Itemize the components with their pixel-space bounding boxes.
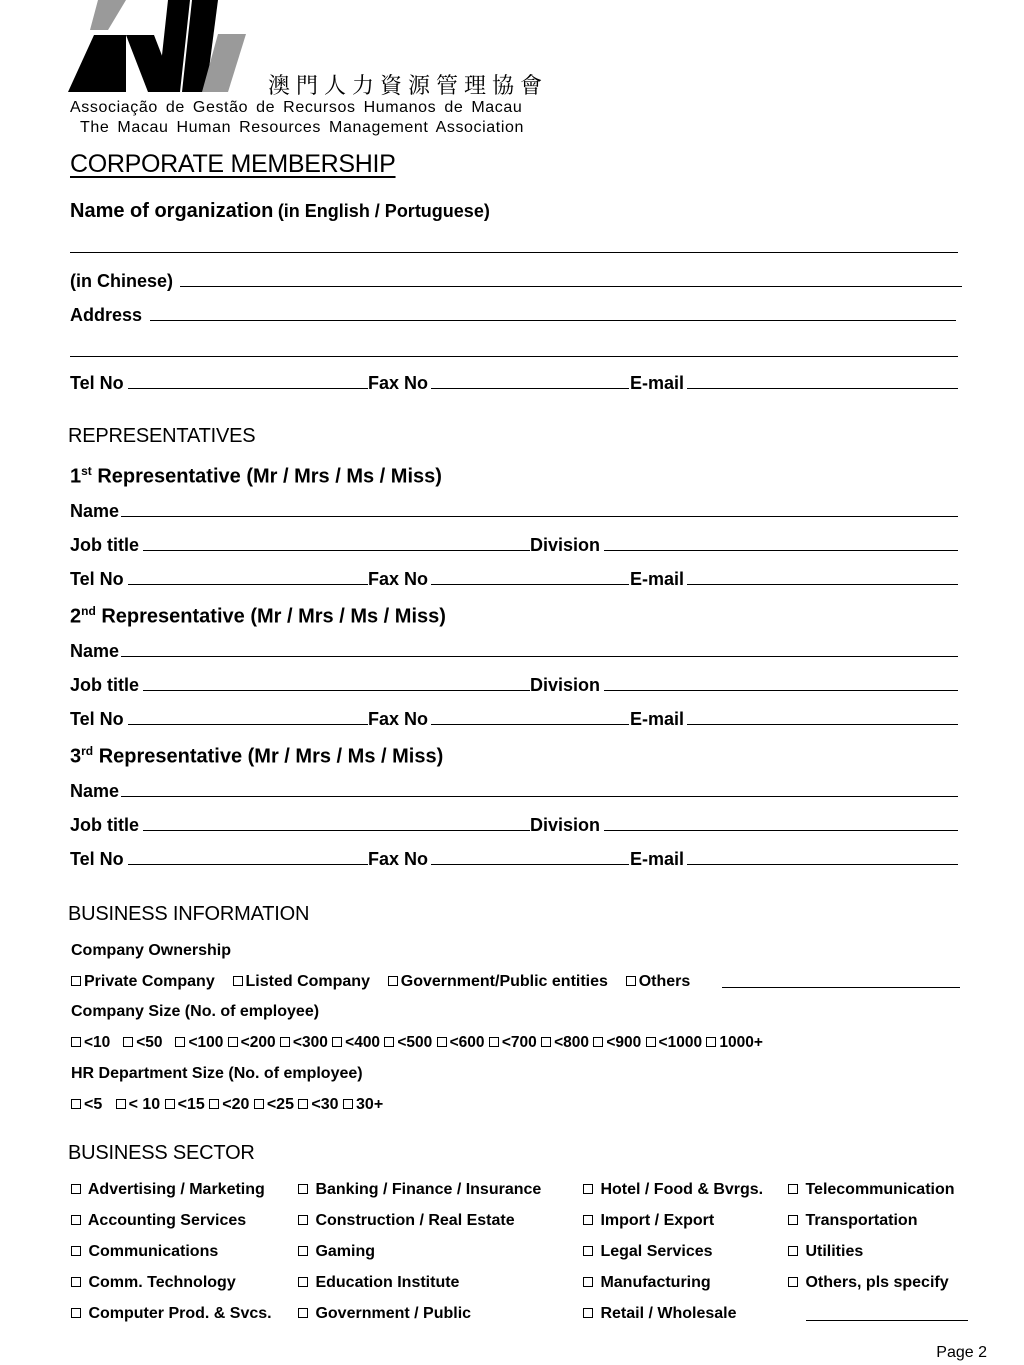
checkbox-icon[interactable] — [646, 1037, 656, 1047]
checkbox-icon[interactable] — [788, 1215, 798, 1225]
hr-size-options — [71, 1096, 383, 1114]
association-name-chinese: 澳門人力資源管理協會 — [268, 74, 549, 99]
checkbox-icon[interactable] — [788, 1184, 798, 1194]
rep2-fax-field[interactable] — [431, 724, 629, 725]
size-option: <10 — [84, 1034, 111, 1051]
sector-label: Communications — [88, 1243, 219, 1260]
rep3-fax-field[interactable] — [431, 864, 629, 865]
rep3-fax-label: Fax No — [368, 849, 429, 869]
sector-others[interactable] — [788, 1274, 949, 1292]
sector-construction[interactable] — [298, 1212, 515, 1230]
rep3-name-field[interactable] — [121, 796, 958, 797]
sector-transportation[interactable] — [788, 1212, 917, 1230]
rep1-fax-field[interactable] — [431, 584, 629, 585]
rep1-ordinal-suffix: st — [81, 464, 92, 478]
rep1-ordinal: 1 — [70, 465, 82, 488]
org-email-field[interactable] — [687, 388, 958, 389]
rep3-ordinal: 3 — [70, 745, 82, 768]
checkbox-icon[interactable] — [583, 1215, 593, 1225]
rep3-job-field[interactable] — [143, 830, 530, 831]
rep2-tel-field[interactable] — [128, 724, 368, 725]
rep1-fax-label: Fax No — [368, 569, 429, 589]
hr-size-option: 30+ — [356, 1096, 384, 1113]
checkbox-icon[interactable] — [233, 976, 243, 986]
sector-advertising[interactable] — [71, 1181, 265, 1199]
checkbox-icon[interactable] — [71, 976, 81, 986]
rep1-tel-field[interactable] — [128, 584, 368, 585]
ownership-others[interactable] — [626, 973, 691, 990]
rep1-email-field[interactable] — [687, 584, 958, 585]
rep2-name-label: Name — [70, 641, 120, 661]
size-option: <800 — [554, 1034, 589, 1051]
page-number: Page 2 — [936, 1344, 987, 1361]
address-label: Address — [70, 305, 143, 325]
rep1-email-label: E-mail — [630, 569, 685, 589]
size-option: <1000 — [658, 1034, 703, 1051]
rep1-job-label: Job title — [70, 535, 140, 555]
ownership-private-label: Private Company — [84, 973, 215, 990]
sector-label: Utilities — [805, 1243, 864, 1260]
hr-size-option: <25 — [266, 1096, 294, 1113]
sector-label: Telecommunication — [805, 1181, 955, 1198]
org-fax-field[interactable] — [431, 388, 629, 389]
org-chinese-field[interactable] — [180, 286, 962, 287]
sector-label: Retail / Wholesale — [600, 1305, 737, 1322]
checkbox-icon[interactable] — [788, 1246, 798, 1256]
representatives-heading: REPRESENTATIVES — [68, 425, 256, 447]
rep3-ordinal-suffix: rd — [81, 744, 94, 758]
rep2-email-field[interactable] — [687, 724, 958, 725]
sector-label: Banking / Finance / Insurance — [315, 1181, 542, 1198]
sector-others-field[interactable] — [806, 1320, 968, 1321]
org-name-row — [70, 200, 490, 223]
rep2-ordinal-suffix: nd — [81, 604, 96, 618]
checkbox-icon[interactable] — [583, 1308, 593, 1318]
org-tel-label: Tel No — [70, 373, 124, 393]
ownership-others-label: Others — [638, 973, 691, 990]
rep2-heading — [70, 604, 446, 629]
hr-size-option: < 10 — [128, 1096, 161, 1113]
org-chinese-label: (in Chinese) — [70, 271, 174, 291]
ownership-government-label: Government/Public entities — [400, 973, 608, 990]
checkbox-icon[interactable] — [298, 1308, 308, 1318]
checkbox-icon[interactable] — [788, 1277, 798, 1287]
sector-label: Computer Prod. & Svcs. — [88, 1305, 272, 1322]
address-field-line2[interactable] — [70, 356, 958, 357]
sector-label: Others, pls specify — [805, 1274, 949, 1291]
checkbox-icon[interactable] — [298, 1184, 308, 1194]
checkbox-icon[interactable] — [71, 1099, 81, 1109]
ownership-others-field[interactable] — [722, 987, 960, 988]
hr-size-option: <5 — [84, 1096, 103, 1113]
rep2-job-field[interactable] — [143, 690, 530, 691]
sector-utilities[interactable] — [788, 1243, 863, 1261]
rep2-tel-label: Tel No — [70, 709, 124, 729]
sector-legal[interactable] — [583, 1243, 713, 1261]
org-tel-field[interactable] — [128, 388, 368, 389]
ownership-options — [71, 973, 690, 991]
size-option: 1000+ — [719, 1034, 763, 1051]
rep1-job-field[interactable] — [143, 550, 530, 551]
size-option: <900 — [606, 1034, 642, 1051]
rep3-division-field[interactable] — [604, 830, 958, 831]
rep1-name-field[interactable] — [121, 516, 958, 517]
association-name-english: The Macau Human Resources Management Association — [80, 119, 525, 136]
rep3-tel-field[interactable] — [128, 864, 368, 865]
association-name-portuguese: Associação de Gestão de Recursos Humanos de Macau — [70, 99, 523, 116]
page-title: CORPORATE MEMBERSHIP — [70, 150, 396, 178]
company-size-label: Company Size (No. of employee) — [71, 1003, 320, 1020]
checkbox-icon[interactable] — [280, 1037, 290, 1047]
checkbox-icon[interactable] — [332, 1037, 342, 1047]
sector-education[interactable] — [298, 1274, 459, 1292]
rep3-heading — [70, 744, 443, 769]
rep2-name-field[interactable] — [121, 656, 958, 657]
sector-label: Legal Services — [600, 1243, 713, 1260]
checkbox-icon[interactable] — [71, 1215, 81, 1225]
sector-label: Accounting Services — [87, 1212, 247, 1229]
checkbox-icon[interactable] — [254, 1099, 264, 1109]
size-option: <400 — [345, 1034, 381, 1051]
checkbox-icon[interactable] — [583, 1277, 593, 1287]
sector-label: Hotel / Food & Bvrgs. — [600, 1181, 764, 1198]
hr-size-option: <20 — [222, 1096, 250, 1113]
rep1-heading — [70, 464, 442, 489]
checkbox-icon[interactable] — [384, 1037, 394, 1047]
checkbox-icon[interactable] — [71, 1308, 81, 1318]
rep1-name-label: Name — [70, 501, 120, 521]
company-size-options — [71, 1034, 763, 1052]
rep3-email-label: E-mail — [630, 849, 685, 869]
association-logo — [68, 0, 250, 94]
rep2-job-label: Job title — [70, 675, 140, 695]
sector-computer-products[interactable] — [71, 1305, 272, 1323]
checkbox-icon[interactable] — [583, 1184, 593, 1194]
hr-size-option: <15 — [177, 1096, 205, 1113]
checkbox-icon[interactable] — [71, 1184, 81, 1194]
checkbox-icon[interactable] — [298, 1246, 308, 1256]
sector-banking[interactable] — [298, 1181, 541, 1199]
sector-manufacturing[interactable] — [583, 1274, 711, 1292]
ownership-private[interactable] — [71, 973, 215, 990]
rep3-name-label: Name — [70, 781, 120, 801]
checkbox-icon[interactable] — [71, 1277, 81, 1287]
rep3-division-label: Division — [530, 815, 601, 835]
sector-label: Comm. Technology — [88, 1274, 236, 1291]
address-field[interactable] — [150, 320, 956, 321]
sector-label: Education Institute — [315, 1274, 460, 1291]
business-sector-heading: BUSINESS SECTOR — [68, 1142, 255, 1164]
hr-size-label: HR Department Size (No. of employee) — [71, 1065, 363, 1082]
sector-communications[interactable] — [71, 1243, 218, 1261]
size-option: <600 — [449, 1034, 485, 1051]
checkbox-icon[interactable] — [165, 1099, 175, 1109]
hr-size-option: <30 — [311, 1096, 339, 1113]
rep2-division-field[interactable] — [604, 690, 958, 691]
checkbox-icon[interactable] — [593, 1037, 603, 1047]
checkbox-icon[interactable] — [706, 1037, 716, 1047]
rep2-division-label: Division — [530, 675, 601, 695]
checkbox-icon[interactable] — [123, 1037, 133, 1047]
rep1-division-label: Division — [530, 535, 601, 555]
checkbox-icon[interactable] — [71, 1246, 81, 1256]
sector-accounting[interactable] — [71, 1212, 246, 1230]
rep2-email-label: E-mail — [630, 709, 685, 729]
sector-label: Gaming — [315, 1243, 376, 1260]
sector-label: Advertising / Marketing — [87, 1181, 265, 1198]
sector-import-export[interactable] — [583, 1212, 714, 1230]
business-info-heading: BUSINESS INFORMATION — [68, 903, 310, 925]
sector-comm-technology[interactable] — [71, 1274, 236, 1292]
sector-label: Manufacturing — [600, 1274, 711, 1291]
sector-label: Transportation — [805, 1212, 918, 1229]
rep3-title: Representative (Mr / Mrs / Ms / Miss) — [98, 745, 444, 768]
sector-retail[interactable] — [583, 1305, 737, 1323]
sector-label: Construction / Real Estate — [315, 1212, 515, 1229]
checkbox-icon[interactable] — [298, 1215, 308, 1225]
ownership-government[interactable] — [388, 973, 608, 990]
sector-hotel[interactable] — [583, 1181, 763, 1199]
rep1-title: Representative (Mr / Mrs / Ms / Miss) — [97, 465, 442, 488]
ownership-listed-label: Listed Company — [245, 973, 370, 990]
checkbox-icon[interactable] — [209, 1099, 219, 1109]
checkbox-icon[interactable] — [388, 976, 398, 986]
size-option: <300 — [292, 1034, 328, 1051]
rep3-email-field[interactable] — [687, 864, 958, 865]
size-option: <50 — [136, 1034, 163, 1051]
sector-label: Government / Public — [315, 1305, 472, 1322]
checkbox-icon[interactable] — [298, 1277, 308, 1287]
checkbox-icon[interactable] — [175, 1037, 185, 1047]
ownership-label: Company Ownership — [71, 942, 232, 959]
checkbox-icon[interactable] — [437, 1037, 447, 1047]
size-option: <100 — [188, 1034, 224, 1051]
sector-label: Import / Export — [600, 1212, 715, 1229]
org-name-label: Name of organization — [70, 200, 274, 222]
rep1-division-field[interactable] — [604, 550, 958, 551]
rep3-job-label: Job title — [70, 815, 140, 835]
rep2-fax-label: Fax No — [368, 709, 429, 729]
org-email-label: E-mail — [630, 373, 685, 393]
checkbox-icon[interactable] — [541, 1037, 551, 1047]
size-option: <700 — [501, 1034, 537, 1051]
org-fax-label: Fax No — [368, 373, 429, 393]
rep1-tel-label: Tel No — [70, 569, 124, 589]
checkbox-icon[interactable] — [626, 976, 636, 986]
sector-gaming[interactable] — [298, 1243, 375, 1261]
ownership-listed[interactable] — [233, 973, 370, 990]
size-option: <200 — [240, 1034, 276, 1051]
checkbox-icon[interactable] — [298, 1099, 308, 1109]
checkbox-icon[interactable] — [116, 1099, 126, 1109]
org-name-note: (in English / Portuguese) — [277, 201, 490, 221]
rep2-title: Representative (Mr / Mrs / Ms / Miss) — [101, 605, 446, 628]
checkbox-icon[interactable] — [583, 1246, 593, 1256]
checkbox-icon[interactable] — [343, 1099, 353, 1109]
sector-government[interactable] — [298, 1305, 471, 1323]
org-name-field[interactable] — [70, 252, 958, 253]
checkbox-icon[interactable] — [71, 1037, 81, 1047]
sector-telecommunication[interactable] — [788, 1181, 955, 1199]
checkbox-icon[interactable] — [228, 1037, 238, 1047]
size-option: <500 — [397, 1034, 433, 1051]
checkbox-icon[interactable] — [489, 1037, 499, 1047]
rep2-ordinal: 2 — [70, 605, 82, 628]
rep3-tel-label: Tel No — [70, 849, 124, 869]
